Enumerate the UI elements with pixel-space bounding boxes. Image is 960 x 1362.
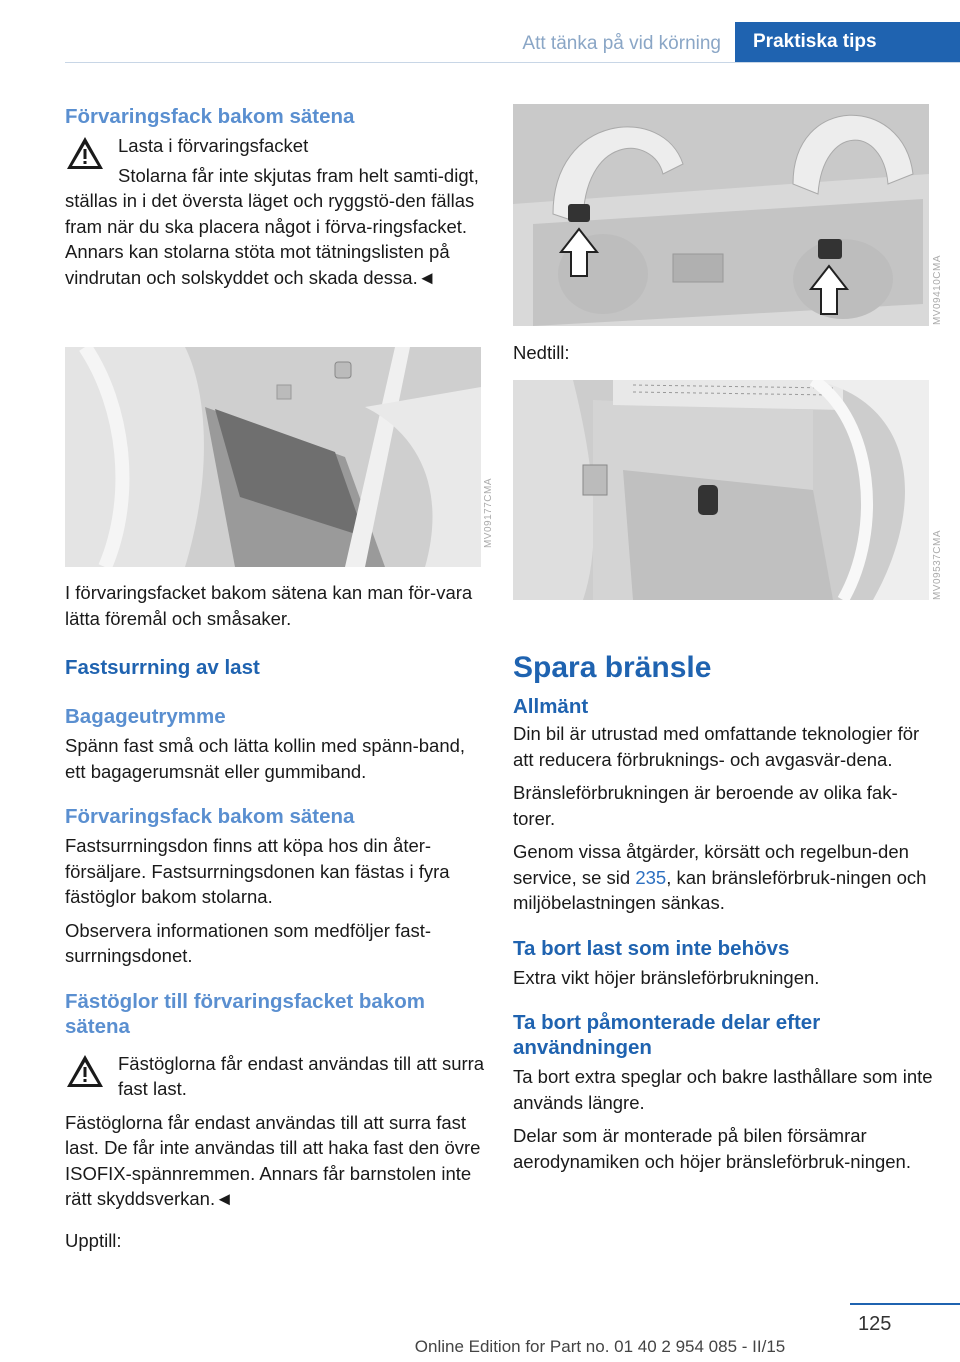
paragraph-up: Upptill:	[65, 1229, 122, 1251]
left-column-bottom	[65, 580, 485, 1261]
warning-triangle-icon	[65, 135, 105, 171]
heading-luggage: Bagageutrymme	[65, 705, 226, 728]
warning-eyes-text: Fästöglorna får endast användas till att surra fast last.	[118, 1052, 485, 1099]
paragraph-down: Nedtill:	[513, 342, 570, 363]
heading-storage: Förvaringsfack bakom sätena	[65, 105, 355, 128]
paragraph-general-3-start: Genom vissa åtgärder, körsätt och regelbun-den service, se sid	[513, 841, 909, 888]
paragraph-storage: I förvaringsfacket bakom sätena kan man för-vara lätta föremål och småsaker.	[65, 582, 473, 629]
paragraph-general-3	[513, 839, 933, 916]
header-rule	[65, 62, 960, 63]
footer-edition: Online Edition for Part no. 01 40 2 954 085 - II/15	[414, 1337, 786, 1356]
left-column-top	[65, 104, 480, 298]
paragraph-remove-parts-2: Delar som är monterade på bilen försämrar aerodynamiken och höjer bränsleförbruk-ningen.	[513, 1125, 911, 1172]
warning-text	[65, 163, 480, 291]
warning-eyes	[65, 1051, 485, 1102]
photo-upper-eyes	[513, 104, 929, 326]
paragraph-remove-load: Extra vikt höjer bränsleförbrukningen.	[513, 966, 820, 988]
warning-triangle-icon	[65, 1053, 105, 1089]
warning-load-storage	[65, 133, 480, 159]
heading-storage-2: Förvaringsfack bakom sätena	[65, 805, 355, 828]
heading-general: Allmänt	[513, 695, 589, 718]
heading-lashing: Fastsurrning av last	[65, 656, 260, 679]
paragraph-general-1: Din bil är utrustad med omfattande teknologier för att reducera förbruknings- och avgasvär-dena.	[513, 723, 920, 770]
paragraph-eyes: Fästöglorna får endast användas till att surra fast last. De får inte användas till att haka fast den övre ISOFIX-spännremmen. Annars får barnstolen inte rätt skyddsverkan.◄	[65, 1111, 481, 1209]
right-column-text	[513, 650, 933, 1182]
label-down-block	[513, 340, 933, 374]
paragraph-storage-2a: Fastsurrningsdon finns att köpa hos din åter-försäljare. Fastsurrningsdonen kan fästas i fyra fästöglor bakom stolarna.	[65, 835, 450, 907]
heading-eyes: Fästöglor till förvaringsfacket bakom sätena	[65, 989, 425, 1038]
photo-storage-behind-seats	[65, 347, 481, 567]
header-section-title: Att tänka på vid körning	[522, 33, 721, 54]
paragraph-general-3-end: , kan bränsleförbruk-ningen och miljöbelastningen sänkas.	[513, 866, 927, 913]
photo-lower-eyes	[513, 380, 929, 600]
heading-remove-parts: Ta bort påmonterade delar efter användningen	[513, 1011, 821, 1059]
warning-title: Lasta i förvaringsfacket	[118, 135, 309, 156]
image-code-3: MV09537CMA	[932, 530, 943, 601]
page-number: 125	[858, 1313, 892, 1335]
paragraph-remove-parts-1: Ta bort extra speglar och bakre lasthållare som inte används längre.	[513, 1066, 933, 1113]
heading-remove-load: Ta bort last som inte behövs	[513, 936, 790, 960]
header-chapter-tab[interactable]: Praktiska tips	[735, 22, 960, 62]
page-link-235[interactable]: 235	[635, 866, 667, 888]
warning-text-content: Stolarna får inte skjutas fram helt samti-digt, ställas in i det översta läget och ryggstö-den fällas fram när du ska placera något i förva-ringsfacket. Annars kan stolarna stöta mot tätningslisten på vindrutan och solskyddet och skada dessa.◄	[65, 164, 479, 288]
paragraph-storage-2b: Observera informationen som medföljer fast-surrningsdonet.	[65, 919, 432, 966]
footer-rule	[850, 1303, 960, 1305]
image-code-2: MV09410CMA	[932, 255, 943, 326]
paragraph-general-2: Bränsleförbrukningen är beroende av olika fak-torer.	[513, 782, 898, 829]
paragraph-luggage: Spänn fast små och lätta kollin med spänn-band, ett bagagerumsnät eller gummiband.	[65, 735, 466, 782]
heading-save-fuel: Spara bränsle	[513, 651, 712, 684]
image-code-1: MV09177CMA	[483, 478, 494, 549]
